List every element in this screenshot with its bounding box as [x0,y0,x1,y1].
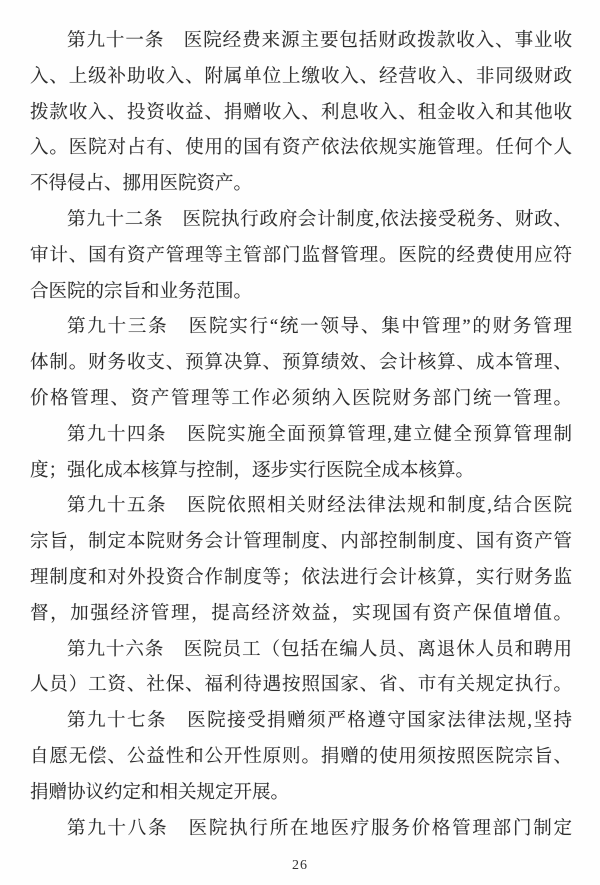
text-line: 不得侵占、挪用医院资产。 [30,174,253,195]
text-line: 价格管理、资产管理等工作必须纳入医院财务部门统一管理。 [30,388,572,409]
text-line: 督，加强经济管理，提高经济效益，实现国有资产保值增值。 [30,603,572,624]
text-line: 拨款收入、投资收益、捐赠收入、利息收入、租金收入和其他收 [30,102,572,123]
text-line: 审计、国有资产管理等主管部门监督管理。医院的经费使用应符 [30,245,572,266]
text-line: 入、上级补助收入、附属单位上缴收入、经营收入、非同级财政 [30,66,572,87]
text-line: 自愿无偿、公益性和公开性原则。捐赠的使用须按照医院宗旨、 [30,746,572,767]
page-number: 26 [292,858,308,873]
text-line: 第九十三条 医院实行“统一领导、集中管理”的财务管理 [67,317,572,338]
text-line: 第九十八条 医院执行所在地医疗服务价格管理部门制定 [67,818,572,839]
text-line: 第九十五条 医院依照相关财经法律法规和制度,结合医院 [67,496,572,517]
text-line: 人员）工资、社保、福利待遇按照国家、省、市有关规定执行。 [30,675,572,696]
text-line: 捐赠协议约定和相关规定开展。 [30,782,290,803]
text-line: 体制。财务收支、预算决算、预算绩效、会计核算、成本管理、 [30,353,572,374]
text-line: 第九十六条 医院员工（包括在编人员、离退休人员和聘用 [67,639,572,660]
text-line: 第九十七条 医院接受捐赠须严格遵守国家法律法规,坚持 [67,711,572,732]
article-text [30,24,572,847]
text-line: 理制度和对外投资合作制度等；依法进行会计核算，实行财务监 [30,567,572,588]
text-line: 宗旨，制定本院财务会计管理制度、内部控制制度、国有资产管 [30,532,572,553]
text-line: 入。医院对占有、使用的国有资产依法依规实施管理。任何个人 [30,138,572,159]
text-line: 第九十四条 医院实施全面预算管理,建立健全预算管理制 [67,424,572,445]
text-line: 第九十一条 医院经费来源主要包括财政拨款收入、事业收 [67,31,572,51]
text-line: 度；强化成本核算与控制，逐步实行医院全成本核算。 [30,460,475,481]
text-line: 合医院的宗旨和业务范围。 [30,281,253,302]
text-line: 第九十二条 医院执行政府会计制度,依法接受税务、财政、 [67,209,572,230]
